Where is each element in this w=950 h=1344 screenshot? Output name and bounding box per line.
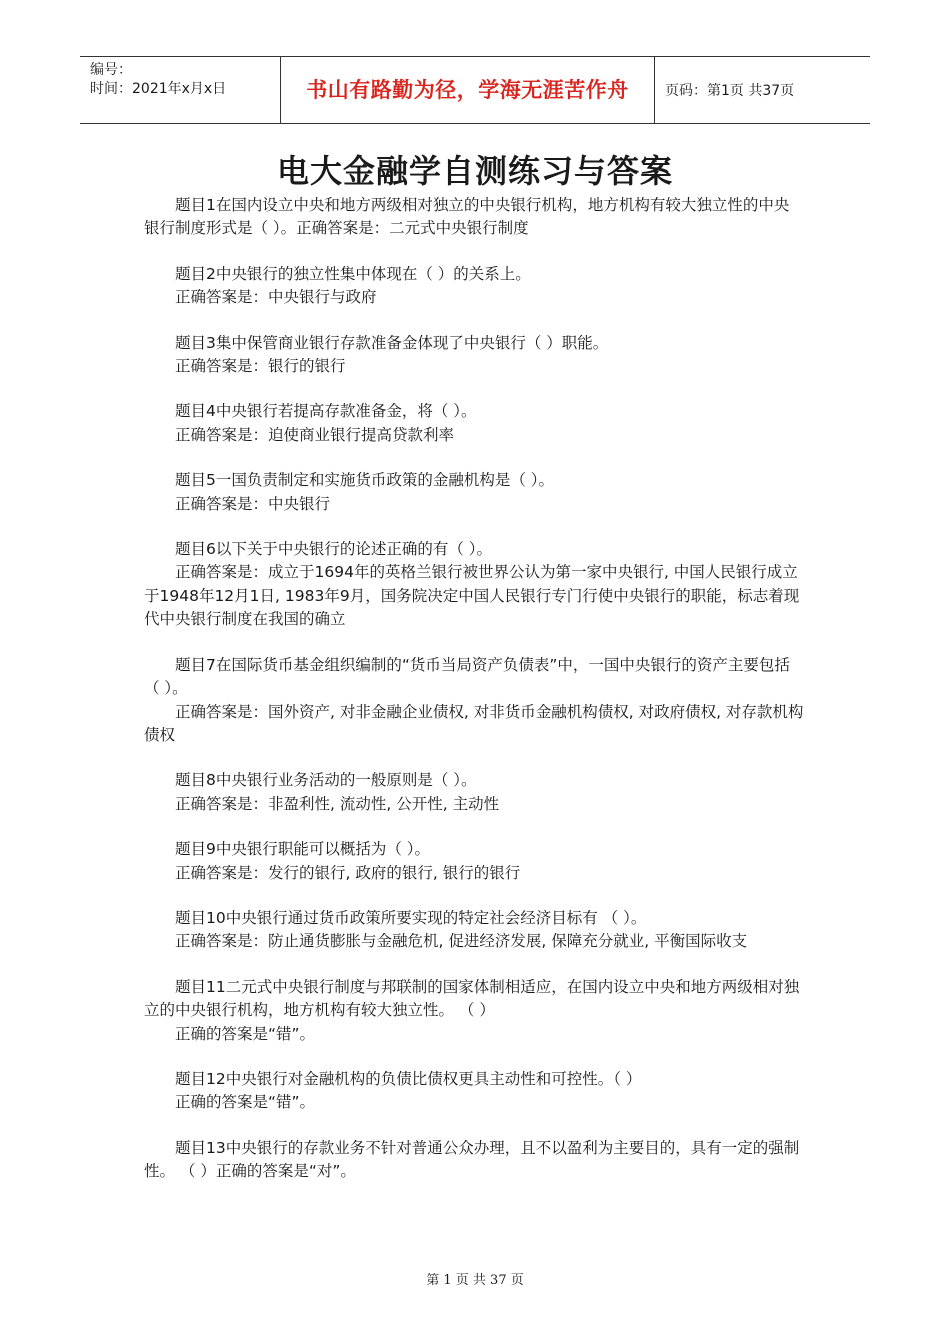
header-motto: 书山有路勤为径，学海无涯苦作舟 (280, 57, 655, 123)
question-item (144, 907, 804, 954)
question-item (144, 538, 804, 632)
answer-text: 正确的答案是“错”。 (175, 1093, 316, 1112)
answer-text: 正确答案是：成立于1694年的英格兰银行被世界公认为第一家中央银行, 中国人民银行成立于1948年12月1日, 1983年9月，国务院决定中国人民银行专门行使中央银行的职能，标志着现代中央银行制度在我国的确立 (144, 563, 800, 629)
question-text: 题目8中央银行业务活动的一般原则是（ ）。 (175, 771, 477, 790)
question-text: 题目11二元式中央银行制度与邦联制的国家体制相适应，在国内设立中央和地方两级相对独立的中央银行机构，地方机构有较大独立性。 （ ） (144, 977, 800, 1020)
answer-text: 正确的答案是“错”。 (175, 1024, 316, 1043)
answer-text: 正确答案是：中央银行 (175, 494, 331, 513)
question-text: 题目1在国内设立中央和地方两级相对独立的中央银行机构，地方机构有较大独立性的中央银行制度形式是（ ）。正确答案是：二元式中央银行制度 (144, 196, 790, 238)
question-item (144, 332, 804, 379)
answer-text: 正确答案是：迫使商业银行提高贷款利率 (175, 425, 455, 444)
question-text: 题目5一国负责制定和实施货币政策的金融机构是（ ）。 (175, 471, 555, 490)
question-text: 题目6以下关于中央银行的论述正确的有（ ）。 (175, 540, 493, 559)
question-item (144, 976, 804, 1046)
question-item (144, 654, 804, 748)
question-text: 题目7在国际货币基金组织编制的“货币当局资产负债表”中，一国中央银行的资产主要包括（ ）。 (144, 655, 790, 698)
question-list (144, 194, 804, 1206)
header-page-number: 页码：第1页 共37页 (665, 83, 795, 99)
question-item (144, 400, 804, 447)
question-item (144, 194, 804, 241)
question-item (144, 1068, 804, 1115)
question-text: 题目3集中保管商业银行存款准备金体现了中央银行（ ）职能。 (175, 333, 609, 352)
answer-text: 正确答案是：中央银行与政府 (175, 288, 377, 307)
question-item (144, 838, 804, 885)
answer-text: 正确答案是：发行的银行, 政府的银行, 银行的银行 (175, 863, 521, 882)
document-title: 电大金融学自测练习与答案 (276, 152, 673, 190)
question-item (144, 263, 804, 310)
answer-text: 正确答案是：银行的银行 (175, 357, 346, 376)
answer-text: 正确答案是：非盈利性, 流动性, 公开性, 主动性 (175, 794, 500, 813)
question-item (144, 469, 804, 516)
question-item (144, 1137, 804, 1184)
answer-text: 正确答案是：防止通货膨胀与金融危机, 促进经济发展, 保障充分就业, 平衡国际收支 (175, 932, 748, 951)
question-text: 题目10中央银行通过货币政策所要实现的特定社会经济目标有 （ ）。 (175, 908, 647, 927)
question-text: 题目12中央银行对金融机构的负债比债权更具主动性和可控性。（ ） (175, 1069, 642, 1088)
question-item (144, 769, 804, 816)
answer-text: 正确答案是：国外资产, 对非金融企业债权, 对非货币金融机构债权, 对政府债权, 对存款机构债权 (144, 702, 804, 744)
question-text: 题目4中央银行若提高存款准备金，将（ ）。 (175, 402, 477, 421)
page-footer: 第 1 页 共 37 页 (426, 1273, 524, 1288)
question-text: 题目13中央银行的存款业务不针对普通公众办理，且不以盈利为主要目的，具有一定的强制性。 （ ）正确的答案是“对”。 (144, 1138, 800, 1181)
question-text: 题目9中央银行职能可以概括为（ ）。 (175, 840, 431, 859)
page-header (80, 56, 870, 124)
document-code-label: 编号： (90, 62, 132, 78)
question-text: 题目2中央银行的独立性集中体现在（ ）的关系上。 (175, 264, 531, 283)
document-time-label: 时间：2021年x月x日 (90, 81, 227, 97)
header-meta (80, 57, 280, 123)
